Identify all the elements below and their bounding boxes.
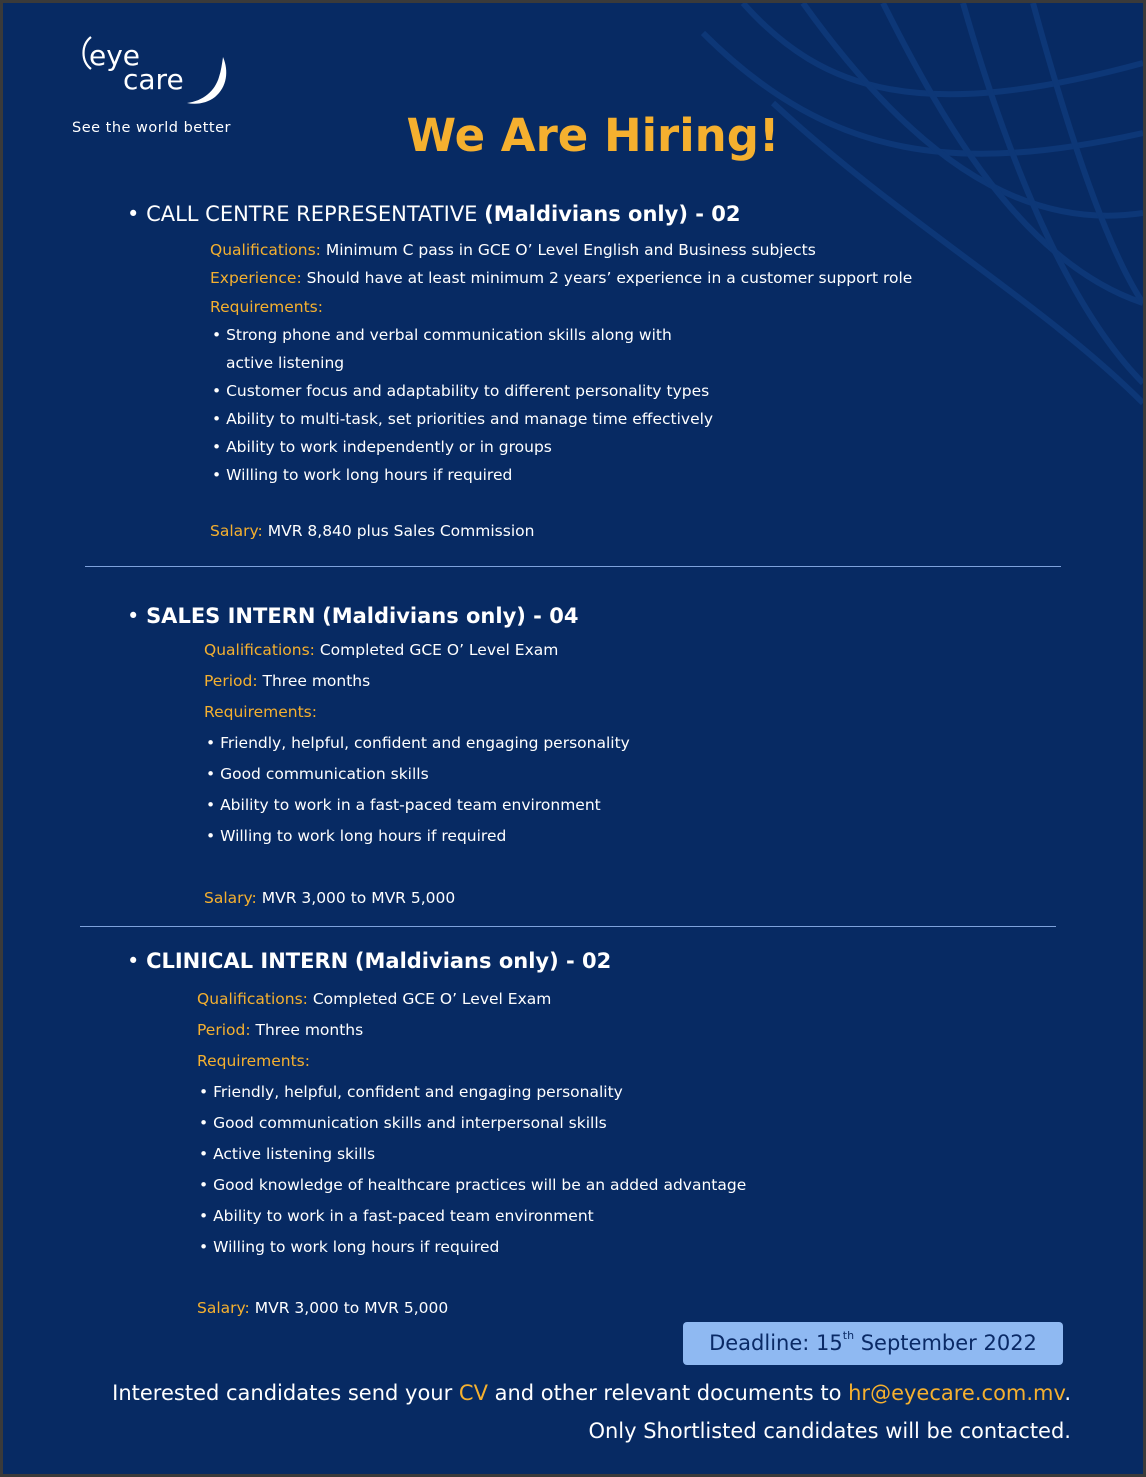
requirement-item: • Friendly, helpful, confident and engaging personality [199,1083,623,1101]
qualifications-value: Completed GCE O’ Level Exam [319,641,559,659]
requirement-item-continuation: active listening [226,354,345,372]
salary-line [210,522,534,540]
qualifications-value: Minimum C pass in GCE O’ Level English and Business subjects [325,241,816,259]
job-title-main: SALES INTERN [146,604,316,628]
requirement-item: • Ability to work in a fast-paced team environment [206,796,601,814]
job-title-main: CALL CENTRE REPRESENTATIVE [146,202,478,226]
salary-label: Salary: [197,1299,250,1317]
requirement-item: • Ability to work independently or in groups [212,438,552,456]
job-title-sales-intern: • SALES INTERN (Maldivians only) - 04 [127,604,579,628]
logo-text-eye: eye [89,39,141,72]
requirements-label: Requirements: [210,298,323,316]
brand-tagline: See the world better [72,120,231,136]
deadline-suffix: September 2022 [854,1331,1037,1355]
shortlist-note: Only Shortlisted candidates will be contacted. [588,1419,1071,1443]
salary-line [197,1299,448,1317]
requirement-item: • Strong phone and verbal communication skills along with [212,326,672,344]
qualifications-line [197,990,551,1008]
period-label: Period: [197,1021,251,1039]
job-title-main: CLINICAL INTERN [146,949,349,973]
period-line [197,1021,363,1039]
requirement-item: • Good communication skills and interpersonal skills [199,1114,607,1132]
section-divider [80,926,1056,927]
job-title-call-centre: • CALL CENTRE REPRESENTATIVE (Maldivians only) - 02 [127,202,741,226]
salary-label: Salary: [204,889,257,907]
requirement-item: • Friendly, helpful, confident and engaging personality [206,734,630,752]
job-title-clinical-intern: • CLINICAL INTERN (Maldivians only) - 02 [127,949,612,973]
requirement-item: • Ability to work in a fast-paced team environment [199,1207,594,1225]
salary-value: MVR 3,000 to MVR 5,000 [261,889,456,907]
requirement-item: • Good knowledge of healthcare practices will be an added advantage [199,1176,747,1194]
qualifications-line [210,241,816,259]
cv-highlight: CV [458,1381,488,1405]
requirement-item: • Willing to work long hours if required [199,1238,500,1256]
requirement-item: • Customer focus and adaptability to different personality types [212,382,710,400]
deadline-ordinal: th [842,1329,855,1342]
salary-line [204,889,455,907]
deadline-prefix: Deadline: 15 [709,1331,843,1355]
experience-label: Experience: [210,269,302,287]
requirement-item: • Good communication skills [206,765,429,783]
background-wave-pattern [683,3,1143,423]
job-title-rest: (Maldivians only) - 02 [484,202,741,226]
qualifications-value: Completed GCE O’ Level Exam [312,990,552,1008]
requirement-item: • Active listening skills [199,1145,376,1163]
job-poster [3,3,1143,1474]
period-value: Three months [262,672,371,690]
requirements-label: Requirements: [204,703,317,721]
period-line [204,672,370,690]
qualifications-label: Qualifications: [204,641,315,659]
qualifications-label: Qualifications: [197,990,308,1008]
salary-value: MVR 3,000 to MVR 5,000 [254,1299,449,1317]
experience-value: Should have at least minimum 2 years’ experience in a customer support role [306,269,913,287]
job-title-rest: (Maldivians only) - 04 [322,604,579,628]
qualifications-line [204,641,558,659]
eyecare-logo [79,31,239,111]
section-divider [85,566,1061,567]
period-value: Three months [255,1021,364,1039]
deadline-badge [683,1322,1063,1365]
email-link[interactable]: hr@eyecare.com.mv [848,1381,1065,1405]
requirement-item: • Willing to work long hours if required [212,466,513,484]
requirement-item: • Willing to work long hours if required [206,827,507,845]
requirements-label: Requirements: [197,1052,310,1070]
requirement-item: • Ability to multi-task, set priorities and manage time effectively [212,410,714,428]
period-label: Period: [204,672,258,690]
job-title-rest: (Maldivians only) - 02 [354,949,612,973]
salary-value: MVR 8,840 plus Sales Commission [267,522,535,540]
logo-text-care: care [123,63,184,96]
apply-instructions: Interested candidates send your CV and other relevant documents to hr@eyecare.com.mv. [112,1381,1071,1405]
experience-line [210,269,912,287]
salary-label: Salary: [210,522,263,540]
headline: We Are Hiring! [406,109,780,162]
qualifications-label: Qualifications: [210,241,321,259]
